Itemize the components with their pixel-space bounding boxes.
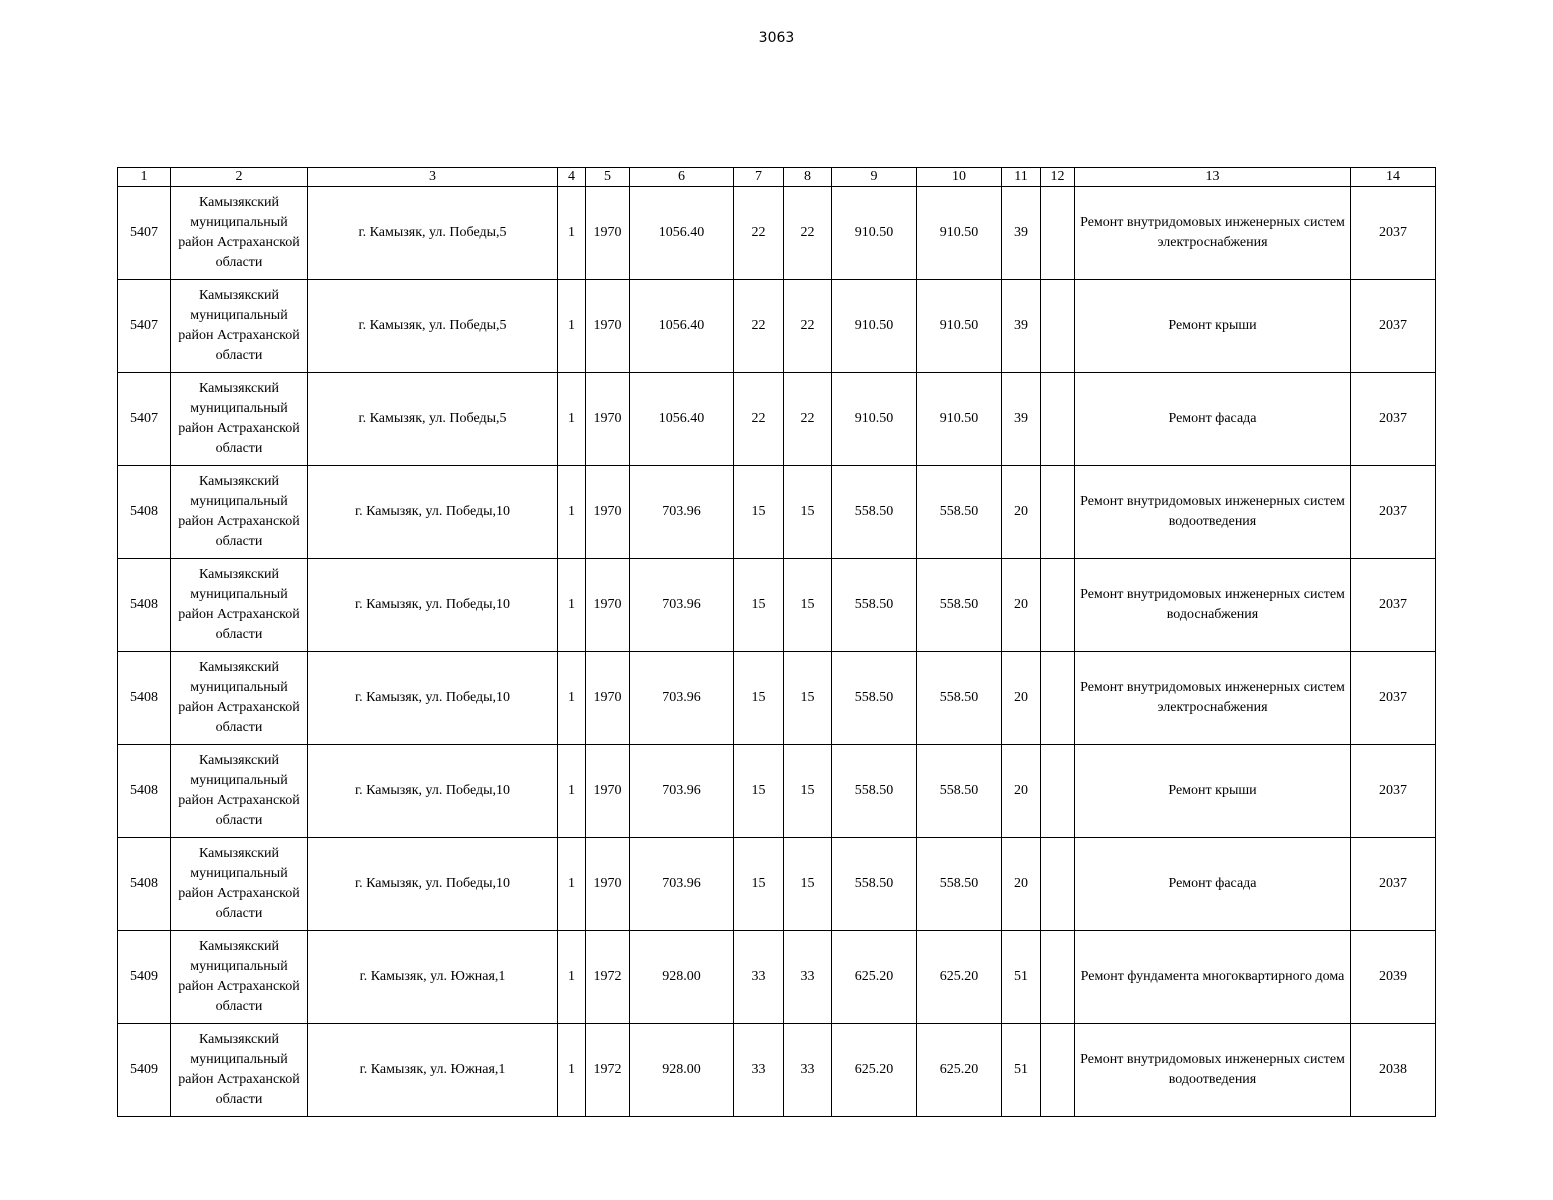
cell-area: 928.00 [630,931,734,1024]
table-row [118,652,1436,745]
cell-year: 1970 [586,838,630,931]
cell-col10: 625.20 [917,1024,1002,1117]
cell-plan-year: 2037 [1351,466,1436,559]
cell-col7: 15 [734,466,784,559]
cell-area: 928.00 [630,1024,734,1117]
cell-plan-year: 2039 [1351,931,1436,1024]
cell-col9: 558.50 [832,838,917,931]
cell-col8: 15 [784,466,832,559]
cell-col12 [1041,559,1075,652]
column-header-4: 4 [558,168,586,187]
cell-id: 5408 [118,745,171,838]
cell-col12 [1041,1024,1075,1117]
column-header-3: 3 [308,168,558,187]
cell-year: 1970 [586,745,630,838]
cell-district: Камызякский муниципальный район Астраханской области [171,280,308,373]
table-row [118,838,1436,931]
cell-col8: 15 [784,838,832,931]
cell-address: г. Камызяк, ул. Победы,10 [308,559,558,652]
cell-col11: 51 [1002,1024,1041,1117]
cell-col12 [1041,373,1075,466]
cell-col7: 22 [734,373,784,466]
table-body [118,187,1436,1117]
cell-col11: 20 [1002,745,1041,838]
cell-col8: 15 [784,652,832,745]
cell-col7: 22 [734,280,784,373]
cell-col12 [1041,931,1075,1024]
cell-work: Ремонт фундамента многоквартирного дома [1075,931,1351,1024]
cell-plan-year: 2037 [1351,838,1436,931]
table-row [118,466,1436,559]
column-header-14: 14 [1351,168,1436,187]
cell-work: Ремонт внутридомовых инженерных систем водоотведения [1075,466,1351,559]
cell-work: Ремонт фасада [1075,373,1351,466]
cell-col7: 15 [734,745,784,838]
cell-col12 [1041,280,1075,373]
cell-col7: 22 [734,187,784,280]
cell-plan-year: 2037 [1351,652,1436,745]
cell-col10: 558.50 [917,745,1002,838]
table-row [118,280,1436,373]
cell-col9: 910.50 [832,280,917,373]
cell-col10: 625.20 [917,931,1002,1024]
column-header-2: 2 [171,168,308,187]
cell-id: 5409 [118,931,171,1024]
cell-id: 5408 [118,838,171,931]
cell-year: 1970 [586,187,630,280]
cell-col4: 1 [558,652,586,745]
cell-id: 5408 [118,559,171,652]
repair-schedule-table [117,167,1436,1117]
cell-plan-year: 2037 [1351,373,1436,466]
table-row [118,745,1436,838]
table-row [118,559,1436,652]
cell-col12 [1041,187,1075,280]
cell-col8: 22 [784,187,832,280]
cell-col4: 1 [558,838,586,931]
cell-col8: 15 [784,745,832,838]
cell-work: Ремонт внутридомовых инженерных систем электроснабжения [1075,187,1351,280]
column-header-10: 10 [917,168,1002,187]
table-row [118,1024,1436,1117]
cell-address: г. Камызяк, ул. Победы,10 [308,745,558,838]
cell-year: 1970 [586,280,630,373]
cell-work: Ремонт внутридомовых инженерных систем электроснабжения [1075,652,1351,745]
cell-col8: 33 [784,931,832,1024]
cell-col11: 39 [1002,280,1041,373]
cell-year: 1970 [586,466,630,559]
cell-col7: 33 [734,1024,784,1117]
cell-year: 1970 [586,652,630,745]
column-header-11: 11 [1002,168,1041,187]
cell-district: Камызякский муниципальный район Астраханской области [171,745,308,838]
cell-work: Ремонт внутридомовых инженерных систем водоснабжения [1075,559,1351,652]
cell-address: г. Камызяк, ул. Победы,10 [308,838,558,931]
cell-col4: 1 [558,373,586,466]
cell-year: 1970 [586,559,630,652]
cell-area: 1056.40 [630,280,734,373]
cell-col4: 1 [558,1024,586,1117]
cell-work: Ремонт крыши [1075,745,1351,838]
column-header-8: 8 [784,168,832,187]
cell-col8: 22 [784,373,832,466]
cell-id: 5408 [118,652,171,745]
cell-col9: 558.50 [832,466,917,559]
cell-col7: 15 [734,559,784,652]
cell-area: 1056.40 [630,187,734,280]
cell-id: 5409 [118,1024,171,1117]
cell-col12 [1041,466,1075,559]
cell-col9: 910.50 [832,187,917,280]
cell-col11: 20 [1002,652,1041,745]
column-header-1: 1 [118,168,171,187]
cell-col7: 15 [734,652,784,745]
cell-plan-year: 2038 [1351,1024,1436,1117]
cell-col9: 910.50 [832,373,917,466]
cell-col10: 558.50 [917,652,1002,745]
cell-col12 [1041,745,1075,838]
column-header-9: 9 [832,168,917,187]
cell-address: г. Камызяк, ул. Победы,10 [308,652,558,745]
cell-plan-year: 2037 [1351,280,1436,373]
cell-col11: 20 [1002,466,1041,559]
cell-area: 703.96 [630,652,734,745]
cell-col11: 20 [1002,559,1041,652]
cell-col10: 910.50 [917,280,1002,373]
cell-id: 5407 [118,187,171,280]
cell-plan-year: 2037 [1351,745,1436,838]
cell-area: 703.96 [630,559,734,652]
cell-district: Камызякский муниципальный район Астраханской области [171,1024,308,1117]
cell-col7: 33 [734,931,784,1024]
cell-col4: 1 [558,745,586,838]
cell-col4: 1 [558,559,586,652]
cell-id: 5407 [118,373,171,466]
cell-id: 5407 [118,280,171,373]
cell-col10: 558.50 [917,838,1002,931]
cell-year: 1972 [586,1024,630,1117]
cell-col12 [1041,838,1075,931]
cell-col4: 1 [558,187,586,280]
cell-id: 5408 [118,466,171,559]
cell-address: г. Камызяк, ул. Южная,1 [308,931,558,1024]
cell-col11: 39 [1002,187,1041,280]
cell-col9: 558.50 [832,652,917,745]
cell-col11: 51 [1002,931,1041,1024]
column-header-13: 13 [1075,168,1351,187]
cell-year: 1970 [586,373,630,466]
cell-work: Ремонт крыши [1075,280,1351,373]
header-row [118,168,1436,187]
cell-address: г. Камызяк, ул. Победы,5 [308,187,558,280]
cell-work: Ремонт фасада [1075,838,1351,931]
column-header-6: 6 [630,168,734,187]
cell-col9: 625.20 [832,931,917,1024]
cell-area: 703.96 [630,745,734,838]
cell-col8: 15 [784,559,832,652]
cell-col8: 33 [784,1024,832,1117]
table-row [118,187,1436,280]
table-row [118,373,1436,466]
cell-col10: 558.50 [917,466,1002,559]
cell-col9: 558.50 [832,745,917,838]
page-number: 3063 [758,30,795,46]
cell-col11: 20 [1002,838,1041,931]
cell-district: Камызякский муниципальный район Астраханской области [171,466,308,559]
cell-col7: 15 [734,838,784,931]
cell-district: Камызякский муниципальный район Астраханской области [171,931,308,1024]
cell-address: г. Камызяк, ул. Победы,10 [308,466,558,559]
cell-col4: 1 [558,931,586,1024]
cell-district: Камызякский муниципальный район Астраханской области [171,187,308,280]
table-row [118,931,1436,1024]
cell-district: Камызякский муниципальный район Астраханской области [171,838,308,931]
cell-district: Камызякский муниципальный район Астраханской области [171,373,308,466]
cell-col12 [1041,652,1075,745]
column-header-5: 5 [586,168,630,187]
cell-area: 703.96 [630,838,734,931]
cell-col4: 1 [558,280,586,373]
table-header [118,168,1436,187]
cell-address: г. Камызяк, ул. Победы,5 [308,280,558,373]
cell-area: 1056.40 [630,373,734,466]
cell-plan-year: 2037 [1351,187,1436,280]
cell-district: Камызякский муниципальный район Астраханской области [171,652,308,745]
cell-district: Камызякский муниципальный район Астраханской области [171,559,308,652]
cell-year: 1972 [586,931,630,1024]
cell-work: Ремонт внутридомовых инженерных систем водоотведения [1075,1024,1351,1117]
cell-col10: 558.50 [917,559,1002,652]
cell-col4: 1 [558,466,586,559]
cell-col10: 910.50 [917,187,1002,280]
cell-col10: 910.50 [917,373,1002,466]
cell-col9: 558.50 [832,559,917,652]
column-header-12: 12 [1041,168,1075,187]
column-header-7: 7 [734,168,784,187]
cell-area: 703.96 [630,466,734,559]
cell-plan-year: 2037 [1351,559,1436,652]
cell-col11: 39 [1002,373,1041,466]
cell-col8: 22 [784,280,832,373]
cell-address: г. Камызяк, ул. Южная,1 [308,1024,558,1117]
cell-address: г. Камызяк, ул. Победы,5 [308,373,558,466]
cell-col9: 625.20 [832,1024,917,1117]
